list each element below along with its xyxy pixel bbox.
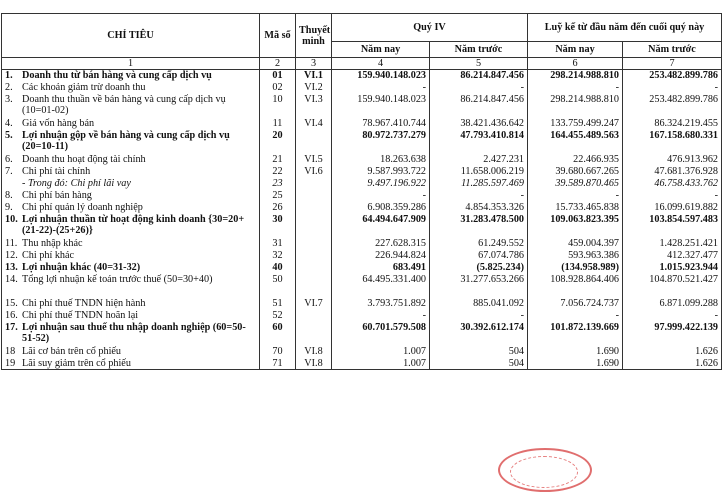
- quarter-last-year: 11.285.597.469: [430, 178, 528, 190]
- ytd-this-year: -: [528, 190, 623, 202]
- table-row: [2, 82, 722, 94]
- company-seal-stamp: [498, 448, 592, 492]
- quarter-this-year: 64.495.331.400: [332, 274, 430, 298]
- quarter-last-year: 4.854.353.326: [430, 202, 528, 214]
- table-row: [2, 178, 722, 190]
- row-label: Chi phí quản lý doanh nghiệp: [22, 201, 143, 213]
- ytd-last-year: 253.482.899.786: [623, 70, 722, 82]
- row-label: Chi phí thuế TNDN hoãn lại: [22, 309, 139, 321]
- row-label-cell: [2, 262, 260, 274]
- row-note: VI.6: [296, 166, 332, 178]
- row-label: Doanh thu từ bán hàng và cung cấp dịch vụ: [22, 70, 212, 81]
- quarter-last-year: 47.793.410.814: [430, 130, 528, 154]
- table-row: [2, 238, 722, 250]
- row-number: 17.: [5, 321, 18, 333]
- quarter-last-year: 885.041.092: [430, 298, 528, 310]
- ytd-this-year: 7.056.724.737: [528, 298, 623, 310]
- index-cell: 5: [430, 58, 528, 70]
- row-note: VI.2: [296, 82, 332, 94]
- row-number: 2.: [5, 81, 13, 93]
- table-row: [2, 130, 722, 154]
- index-cell: 6: [528, 58, 623, 70]
- ytd-this-year: 1.690: [528, 346, 623, 358]
- row-number: 19: [5, 357, 16, 369]
- row-number: 18: [5, 345, 16, 357]
- row-code: 11: [260, 118, 296, 130]
- quarter-last-year: -: [430, 190, 528, 202]
- index-cell: 7: [623, 58, 722, 70]
- row-code: 71: [260, 358, 296, 370]
- row-code: 25: [260, 190, 296, 202]
- ytd-this-year: 109.063.823.395: [528, 214, 623, 238]
- row-label-cell: [2, 190, 260, 202]
- quarter-last-year: 30.392.612.174: [430, 322, 528, 346]
- row-label: Lãi cơ bản trên cổ phiếu: [22, 345, 122, 357]
- row-code: 60: [260, 322, 296, 346]
- header-luy-ke: Luỹ kế từ đầu năm đến cuối quý này: [528, 14, 722, 42]
- quarter-this-year: 1.007: [332, 358, 430, 370]
- ytd-this-year: 593.963.386: [528, 250, 623, 262]
- row-code: 51: [260, 298, 296, 310]
- row-code: 52: [260, 310, 296, 322]
- quarter-this-year: 227.628.315: [332, 238, 430, 250]
- ytd-last-year: 167.158.680.331: [623, 130, 722, 154]
- ytd-this-year: 298.214.988.810: [528, 94, 623, 118]
- quarter-last-year: 2.427.231: [430, 154, 528, 166]
- header-row-1: [2, 14, 722, 42]
- quarter-this-year: 226.944.824: [332, 250, 430, 262]
- row-label: Tổng lợi nhuận kế toán trước thuế (50=30+40): [22, 273, 213, 285]
- row-number: 8.: [5, 189, 13, 201]
- row-number: 13.: [5, 261, 18, 273]
- header-q-nam-truoc: Năm trước: [430, 42, 528, 58]
- ytd-last-year: -: [623, 82, 722, 94]
- header-ma-so: Mã số: [260, 14, 296, 58]
- row-label: Chi phí thuế TNDN hiện hành: [22, 297, 146, 309]
- ytd-last-year: 16.099.619.882: [623, 202, 722, 214]
- quarter-this-year: -: [332, 310, 430, 322]
- table-row: [2, 202, 722, 214]
- ytd-this-year: 298.214.988.810: [528, 70, 623, 82]
- ytd-this-year: -: [528, 310, 623, 322]
- quarter-this-year: 80.972.737.279: [332, 130, 430, 154]
- row-label: Lợi nhuận sau thuế thu nhập doanh nghiệp (60=50-51-52): [22, 321, 246, 344]
- ytd-this-year: 101.872.139.669: [528, 322, 623, 346]
- row-number: 11.: [5, 237, 18, 249]
- ytd-this-year: -: [528, 82, 623, 94]
- table-row: [2, 154, 722, 166]
- quarter-last-year: 504: [430, 346, 528, 358]
- row-label: - Trong đó: Chi phí lãi vay: [22, 177, 131, 189]
- ytd-last-year: -: [623, 310, 722, 322]
- quarter-this-year: 9.497.196.922: [332, 178, 430, 190]
- ytd-this-year: 459.004.397: [528, 238, 623, 250]
- row-label: Lợi nhuận khác (40=31-32): [22, 261, 141, 273]
- header-l-nam-truoc: Năm trước: [623, 42, 722, 58]
- row-number: 4.: [5, 117, 13, 129]
- row-note: VI.4: [296, 118, 332, 130]
- row-code: 32: [260, 250, 296, 262]
- ytd-this-year: 164.455.489.563: [528, 130, 623, 154]
- quarter-last-year: 38.421.436.642: [430, 118, 528, 130]
- quarter-this-year: 6.908.359.286: [332, 202, 430, 214]
- row-label-cell: [2, 322, 260, 346]
- row-label: Chi phí tài chính: [22, 165, 91, 177]
- row-note: VI.8: [296, 358, 332, 370]
- row-code: 02: [260, 82, 296, 94]
- header-l-nam-nay: Năm nay: [528, 42, 623, 58]
- row-label: Lãi suy giảm trên cổ phiếu: [22, 357, 131, 369]
- quarter-this-year: 159.940.148.023: [332, 70, 430, 82]
- row-number: 1.: [5, 70, 13, 81]
- ytd-last-year: 476.913.962: [623, 154, 722, 166]
- row-label: Doanh thu thuần về bán hàng và cung cấp dịch vụ (10=01-02): [22, 93, 226, 116]
- quarter-last-year: -: [430, 82, 528, 94]
- row-label-cell: [2, 82, 260, 94]
- table-row: [2, 298, 722, 310]
- row-label-cell: [2, 166, 260, 178]
- row-number: 10.: [5, 213, 18, 225]
- row-note: [296, 238, 332, 250]
- row-label: Các khoản giảm trừ doanh thu: [22, 81, 146, 93]
- table-row: [2, 94, 722, 118]
- row-number: 12.: [5, 249, 18, 261]
- row-number: 5.: [5, 129, 13, 141]
- row-note: [296, 322, 332, 346]
- row-label-cell: [2, 178, 260, 190]
- table-row: [2, 346, 722, 358]
- row-code: 50: [260, 274, 296, 298]
- row-label: Chi phí khác: [22, 249, 75, 261]
- table-row: [2, 166, 722, 178]
- row-label-cell: [2, 130, 260, 154]
- row-code: 23: [260, 178, 296, 190]
- row-code: 30: [260, 214, 296, 238]
- row-code: 26: [260, 202, 296, 214]
- table-row: [2, 190, 722, 202]
- row-label: Lợi nhuận gộp về bán hàng và cung cấp dịch vụ (20=10-11): [22, 129, 230, 152]
- table-row: [2, 262, 722, 274]
- row-label-cell: [2, 250, 260, 262]
- row-note: [296, 178, 332, 190]
- ytd-last-year: 47.681.376.928: [623, 166, 722, 178]
- row-label-cell: [2, 238, 260, 250]
- row-label-cell: [2, 154, 260, 166]
- ytd-this-year: 39.589.870.465: [528, 178, 623, 190]
- ytd-this-year: (134.958.989): [528, 262, 623, 274]
- row-note: VI.8: [296, 346, 332, 358]
- index-cell: 4: [332, 58, 430, 70]
- quarter-this-year: 1.007: [332, 346, 430, 358]
- ytd-this-year: 15.733.465.838: [528, 202, 623, 214]
- table-row: [2, 250, 722, 262]
- quarter-last-year: 86.214.847.456: [430, 94, 528, 118]
- row-code: 31: [260, 238, 296, 250]
- ytd-this-year: 1.690: [528, 358, 623, 370]
- row-note: [296, 250, 332, 262]
- row-number: 6.: [5, 153, 13, 165]
- ytd-last-year: -: [623, 190, 722, 202]
- quarter-this-year: -: [332, 190, 430, 202]
- row-code: 40: [260, 262, 296, 274]
- ytd-last-year: 412.327.477: [623, 250, 722, 262]
- ytd-last-year: 97.999.422.139: [623, 322, 722, 346]
- header-thuyet-minh: Thuyết minh: [296, 14, 332, 58]
- quarter-last-year: 504: [430, 358, 528, 370]
- quarter-this-year: 3.793.751.892: [332, 298, 430, 310]
- quarter-last-year: 67.074.786: [430, 250, 528, 262]
- table-row: [2, 214, 722, 238]
- quarter-last-year: 31.277.653.266: [430, 274, 528, 298]
- index-cell: 3: [296, 58, 332, 70]
- row-number: [5, 178, 22, 189]
- row-code: 01: [260, 70, 296, 82]
- ytd-this-year: 39.680.667.265: [528, 166, 623, 178]
- quarter-last-year: 31.283.478.500: [430, 214, 528, 238]
- row-label: Giá vốn hàng bán: [22, 117, 95, 129]
- row-note: VI.7: [296, 298, 332, 310]
- row-code: 22: [260, 166, 296, 178]
- table-row: [2, 358, 722, 370]
- row-note: VI.1: [296, 70, 332, 82]
- row-note: [296, 274, 332, 298]
- row-label: Chi phí bán hàng: [22, 189, 92, 201]
- quarter-this-year: 159.940.148.023: [332, 94, 430, 118]
- quarter-this-year: 78.967.410.744: [332, 118, 430, 130]
- ytd-last-year: 86.324.219.455: [623, 118, 722, 130]
- row-label-cell: [2, 70, 260, 82]
- ytd-last-year: 103.854.597.483: [623, 214, 722, 238]
- quarter-last-year: 86.214.847.456: [430, 70, 528, 82]
- ytd-this-year: 22.466.935: [528, 154, 623, 166]
- row-label-cell: [2, 346, 260, 358]
- header-q-nam-nay: Năm nay: [332, 42, 430, 58]
- row-number: 15.: [5, 297, 18, 309]
- row-label: Lợi nhuận thuần từ hoạt động kinh doanh {30=20+(21-22)-(25+26)}: [22, 213, 245, 236]
- quarter-last-year: 61.249.552: [430, 238, 528, 250]
- table-row: [2, 310, 722, 322]
- table-row: [2, 118, 722, 130]
- income-statement-table: [1, 13, 722, 370]
- statement-body: [2, 58, 722, 370]
- row-note: [296, 262, 332, 274]
- row-code: 21: [260, 154, 296, 166]
- index-cell: 2: [260, 58, 296, 70]
- quarter-this-year: 18.263.638: [332, 154, 430, 166]
- ytd-last-year: 46.758.433.762: [623, 178, 722, 190]
- table-row: [2, 70, 722, 82]
- row-label-cell: [2, 274, 260, 298]
- ytd-last-year: 104.870.521.427: [623, 274, 722, 298]
- quarter-this-year: -: [332, 82, 430, 94]
- row-note: [296, 190, 332, 202]
- row-number: 3.: [5, 93, 13, 105]
- row-label-cell: [2, 358, 260, 370]
- row-number: 9.: [5, 201, 13, 213]
- column-index-row: [2, 58, 722, 70]
- row-label-cell: [2, 298, 260, 310]
- row-code: 70: [260, 346, 296, 358]
- row-note: [296, 202, 332, 214]
- ytd-last-year: 1.626: [623, 346, 722, 358]
- row-note: [296, 214, 332, 238]
- quarter-this-year: 64.494.647.909: [332, 214, 430, 238]
- row-label-cell: [2, 202, 260, 214]
- quarter-last-year: 11.658.006.219: [430, 166, 528, 178]
- quarter-this-year: 9.587.993.722: [332, 166, 430, 178]
- row-note: VI.5: [296, 154, 332, 166]
- row-note: [296, 310, 332, 322]
- quarter-this-year: 60.701.579.508: [332, 322, 430, 346]
- row-label-cell: [2, 214, 260, 238]
- quarter-last-year: (5.825.234): [430, 262, 528, 274]
- header-chi-tieu: CHỈ TIÊU: [2, 14, 260, 58]
- row-number: 14.: [5, 273, 18, 285]
- row-number: 7.: [5, 165, 13, 177]
- row-note: VI.3: [296, 94, 332, 118]
- row-label: Doanh thu hoạt động tài chính: [22, 153, 146, 165]
- row-label: Thu nhập khác: [22, 237, 83, 249]
- row-label-cell: [2, 118, 260, 130]
- ytd-last-year: 1.626: [623, 358, 722, 370]
- ytd-last-year: 1.428.251.421: [623, 238, 722, 250]
- table-row: [2, 274, 722, 298]
- row-code: 10: [260, 94, 296, 118]
- row-label-cell: [2, 310, 260, 322]
- ytd-last-year: 253.482.899.786: [623, 94, 722, 118]
- header-quy-iv: Quý IV: [332, 14, 528, 42]
- row-label-cell: [2, 94, 260, 118]
- index-cell: 1: [2, 58, 260, 70]
- ytd-last-year: 1.015.923.944: [623, 262, 722, 274]
- row-note: [296, 130, 332, 154]
- ytd-this-year: 133.759.499.247: [528, 118, 623, 130]
- row-code: 20: [260, 130, 296, 154]
- ytd-last-year: 6.871.099.288: [623, 298, 722, 310]
- table-row: [2, 322, 722, 346]
- row-number: 16.: [5, 309, 18, 321]
- ytd-this-year: 108.928.864.406: [528, 274, 623, 298]
- quarter-last-year: -: [430, 310, 528, 322]
- quarter-this-year: 683.491: [332, 262, 430, 274]
